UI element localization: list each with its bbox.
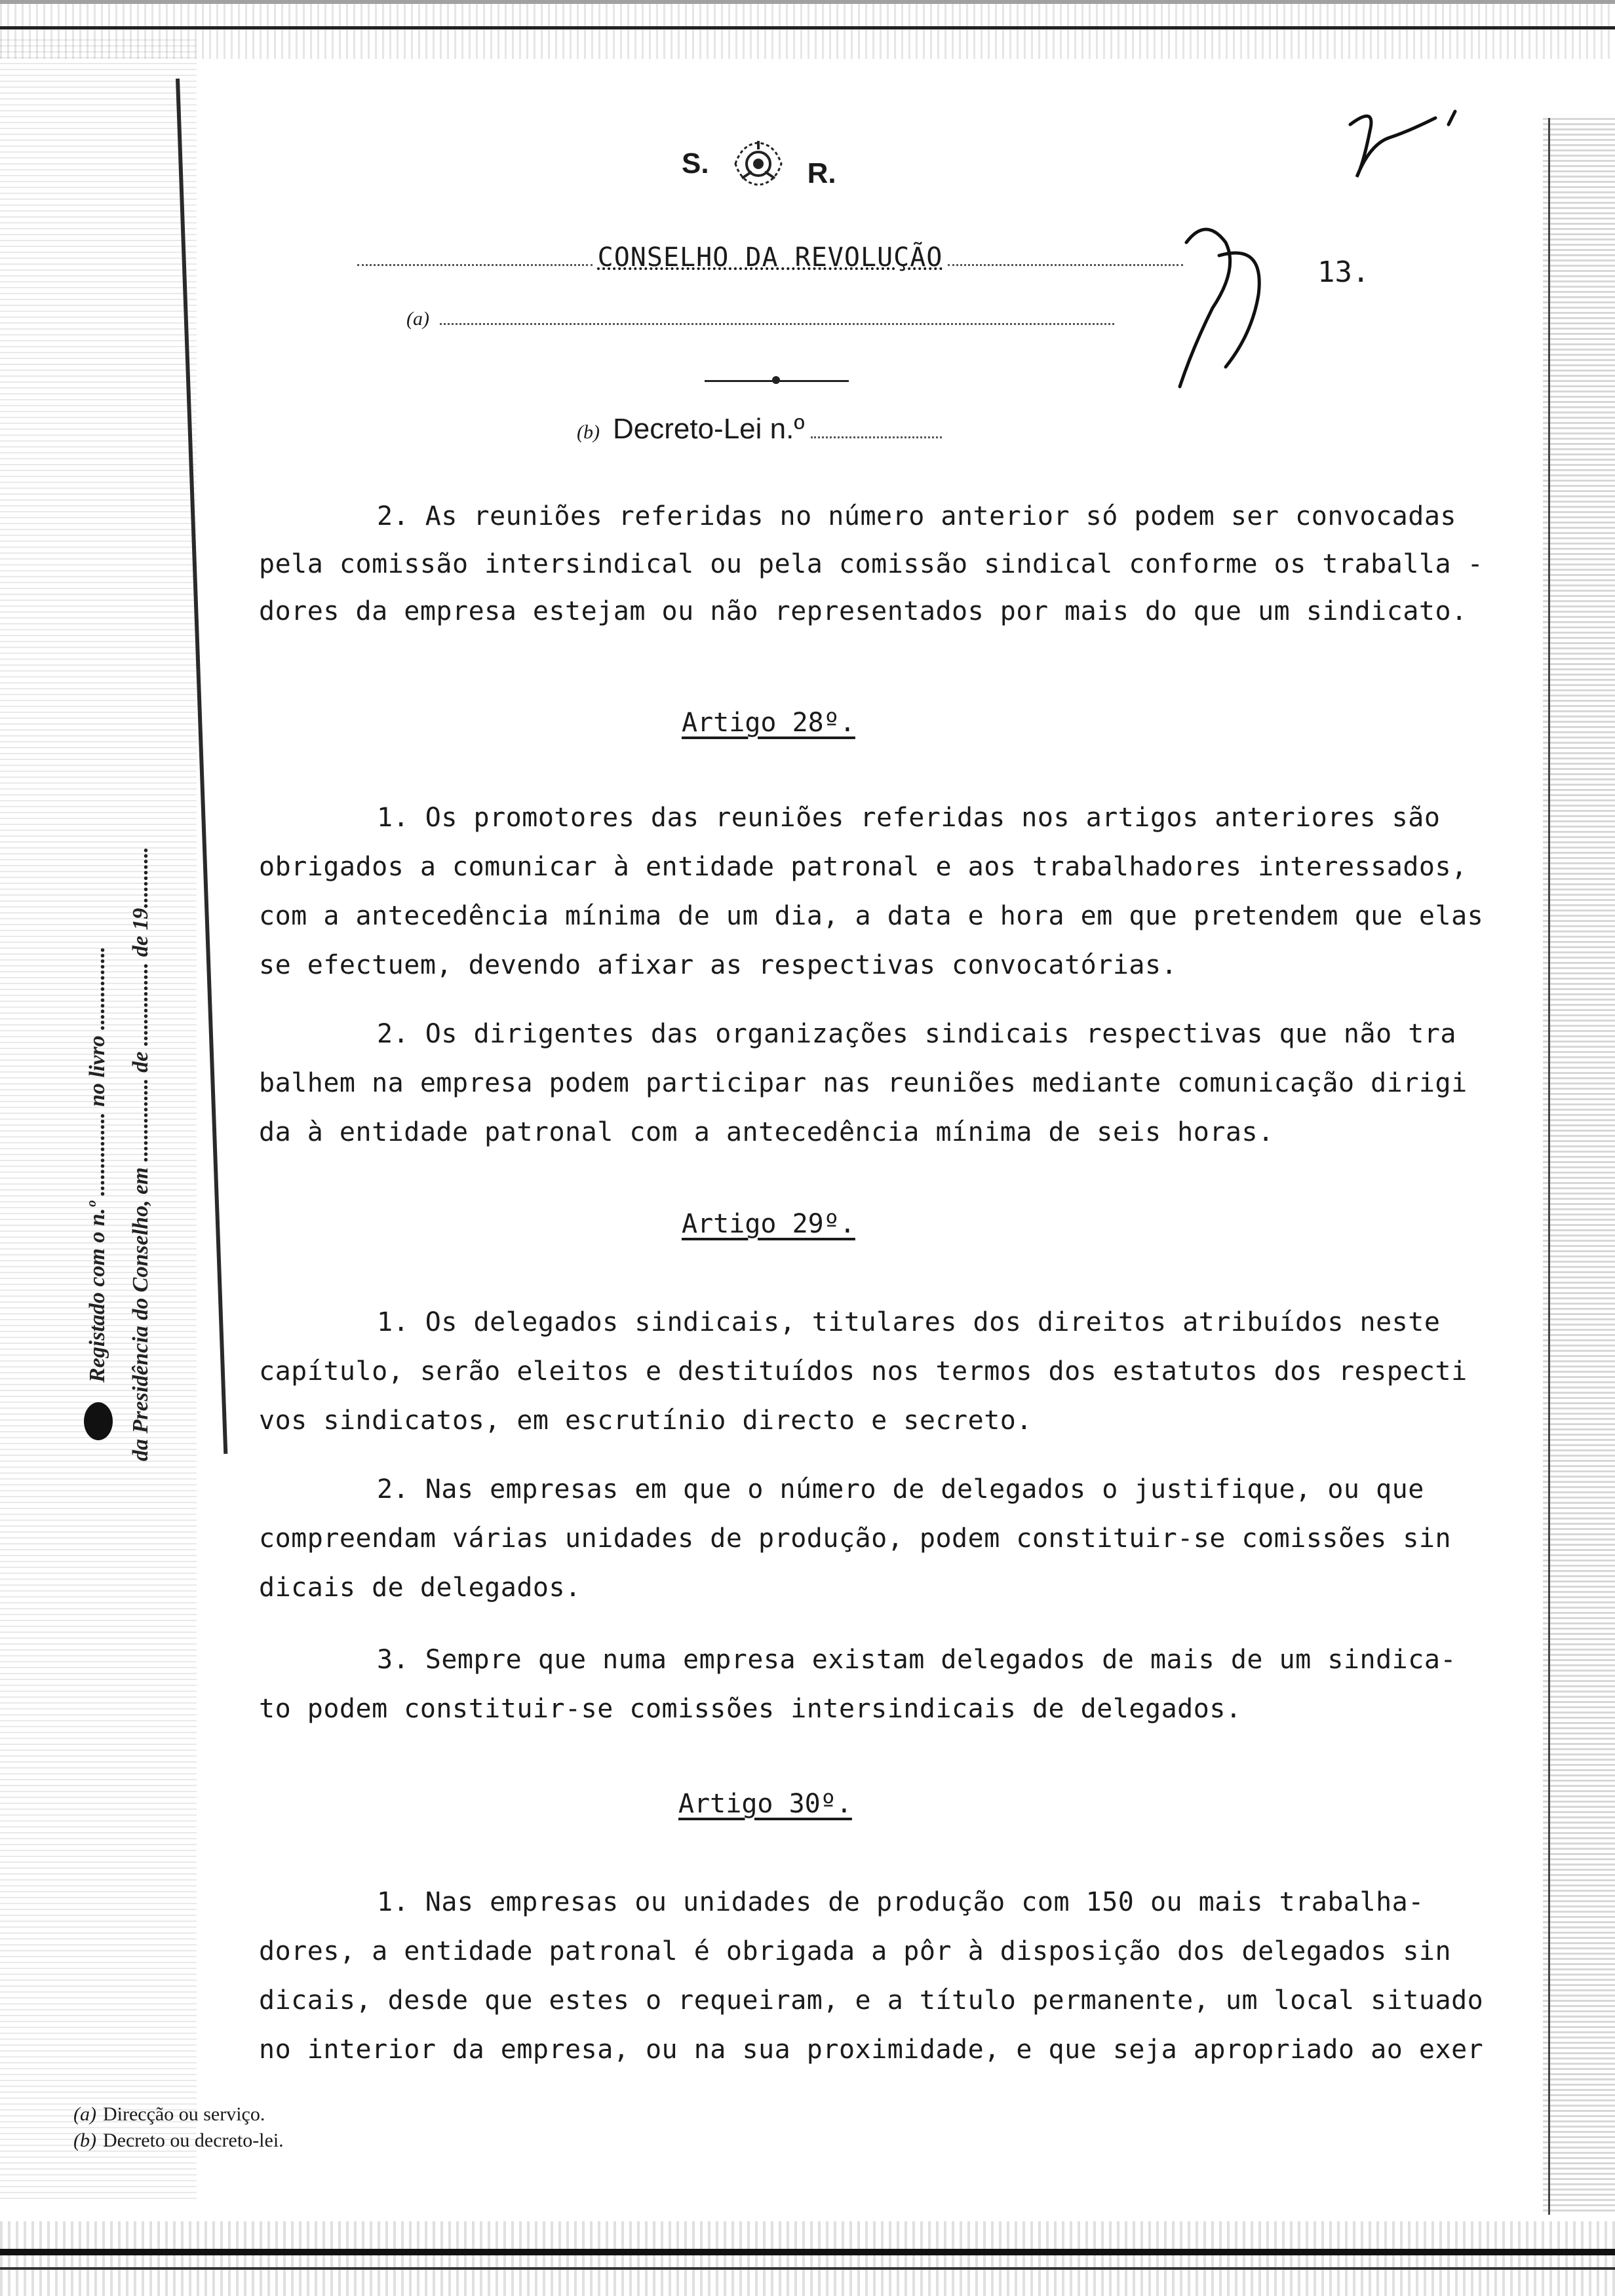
scan-top-rule [0, 26, 1615, 29]
margin-registered: Registado com o n.º ............... no livro ............... [85, 946, 109, 1383]
coat-of-arms-icon [729, 138, 788, 190]
text-line: dicais de delegados. [259, 1573, 581, 1603]
text-line: no interior da empresa, ou na sua proximidade, e que seja apropriado ao exer [259, 2035, 1484, 2065]
scan-bottom-rule [0, 2249, 1615, 2255]
ink-blot [84, 1402, 113, 1440]
text-line: dores, a entidade patronal é obrigada a pôr à disposição dos delegados sin [259, 1936, 1452, 1966]
text-line: 3. Sempre que numa empresa existam delegados de mais de um sindica- [377, 1645, 1456, 1675]
scan-bottom-edge [0, 2221, 1615, 2296]
article-29-heading: Artigo 29º. [682, 1209, 855, 1239]
text-line: dicais, desde que estes o requeiram, e a título permanente, um local situado [259, 1985, 1484, 2016]
text-line: se efectuem, devendo afixar as respectivas convocatórias. [259, 950, 1178, 980]
footnote-text: Decreto ou decreto-lei. [102, 2130, 284, 2151]
text-line: pela comissão intersindical ou pela comissão sindical conforme os traballa - [259, 549, 1484, 579]
letterhead-r: R. [807, 157, 836, 189]
page-number: 13. [1317, 256, 1370, 289]
letterhead [682, 138, 836, 190]
decree-marker: (b) [577, 421, 600, 443]
text-line: 2. As reuniões referidas no número anterior só podem ser convocadas [377, 501, 1456, 531]
text-line: capítulo, serão eleitos e destituídos nos termos dos estatutos dos respecti [259, 1356, 1468, 1387]
text-line: obrigados a comunicar à entidade patronal e aos trabalhadores interessados, [259, 852, 1468, 882]
service-marker: (a) [406, 308, 429, 330]
footnote-marker: (a) [73, 2103, 96, 2125]
text-line: 1. Nas empresas ou unidades de produção com 150 ou mais trabalha- [377, 1887, 1424, 1917]
dotted-leader [811, 436, 942, 438]
council-title: CONSELHO DA REVOLUÇÃO [597, 242, 943, 273]
article-28-heading: Artigo 28º. [682, 708, 855, 738]
handwritten-signature [1167, 216, 1285, 400]
dotted-leader [357, 264, 593, 266]
scan-top-edge [0, 0, 1615, 59]
text-line: com a antecedência mínima de um dia, a data e hora em que pretendem que elas [259, 901, 1484, 931]
text-line: 1. Os promotores das reuniões referidas nos artigos anteriores são [377, 803, 1441, 833]
text-line: 2. Os dirigentes das organizações sindicais respectivas que não tra [377, 1019, 1456, 1049]
letterhead-s: S. [682, 147, 709, 180]
margin-presidency: da Presidência do Conselho, em ............... de ............... de 19........... [128, 847, 153, 1461]
text-line: to podem constituir-se comissões intersindicais de delegados. [259, 1694, 1242, 1724]
scan-right-rule [1548, 118, 1550, 2215]
service-line [406, 308, 1114, 330]
text-line: balhem na empresa podem participar nas reuniões mediante comunicação dirigi [259, 1068, 1468, 1098]
decree-label: Decreto-Lei n.º [612, 413, 805, 445]
scan-right-edge [1543, 118, 1615, 2215]
text-line: 2. Nas empresas em que o número de delegados o justifique, ou que [377, 1474, 1424, 1504]
footnote-text: Direcção ou serviço. [102, 2103, 265, 2125]
footnote [73, 2103, 265, 2126]
header-divider-dot [772, 376, 780, 384]
dotted-leader [948, 264, 1183, 266]
handwritten-initials [1337, 105, 1481, 197]
council-line [357, 242, 1183, 273]
article-30-heading: Artigo 30º. [678, 1789, 852, 1819]
dotted-leader [440, 323, 1114, 325]
footnote-marker: (b) [73, 2130, 96, 2151]
decree-line [577, 413, 942, 446]
text-line: dores da empresa estejam ou não representados por mais do que um sindicato. [259, 596, 1468, 626]
text-line: 1. Os delegados sindicais, titulares dos direitos atribuídos neste [377, 1307, 1441, 1337]
text-line: da à entidade patronal com a antecedência mínima de seis horas. [259, 1117, 1274, 1147]
text-line: compreendam várias unidades de produção, podem constituir-se comissões sin [259, 1523, 1452, 1554]
text-line: vos sindicatos, em escrutínio directo e secreto. [259, 1406, 1032, 1436]
footnote [73, 2130, 284, 2152]
scan-bottom-rule-2 [0, 2267, 1615, 2270]
